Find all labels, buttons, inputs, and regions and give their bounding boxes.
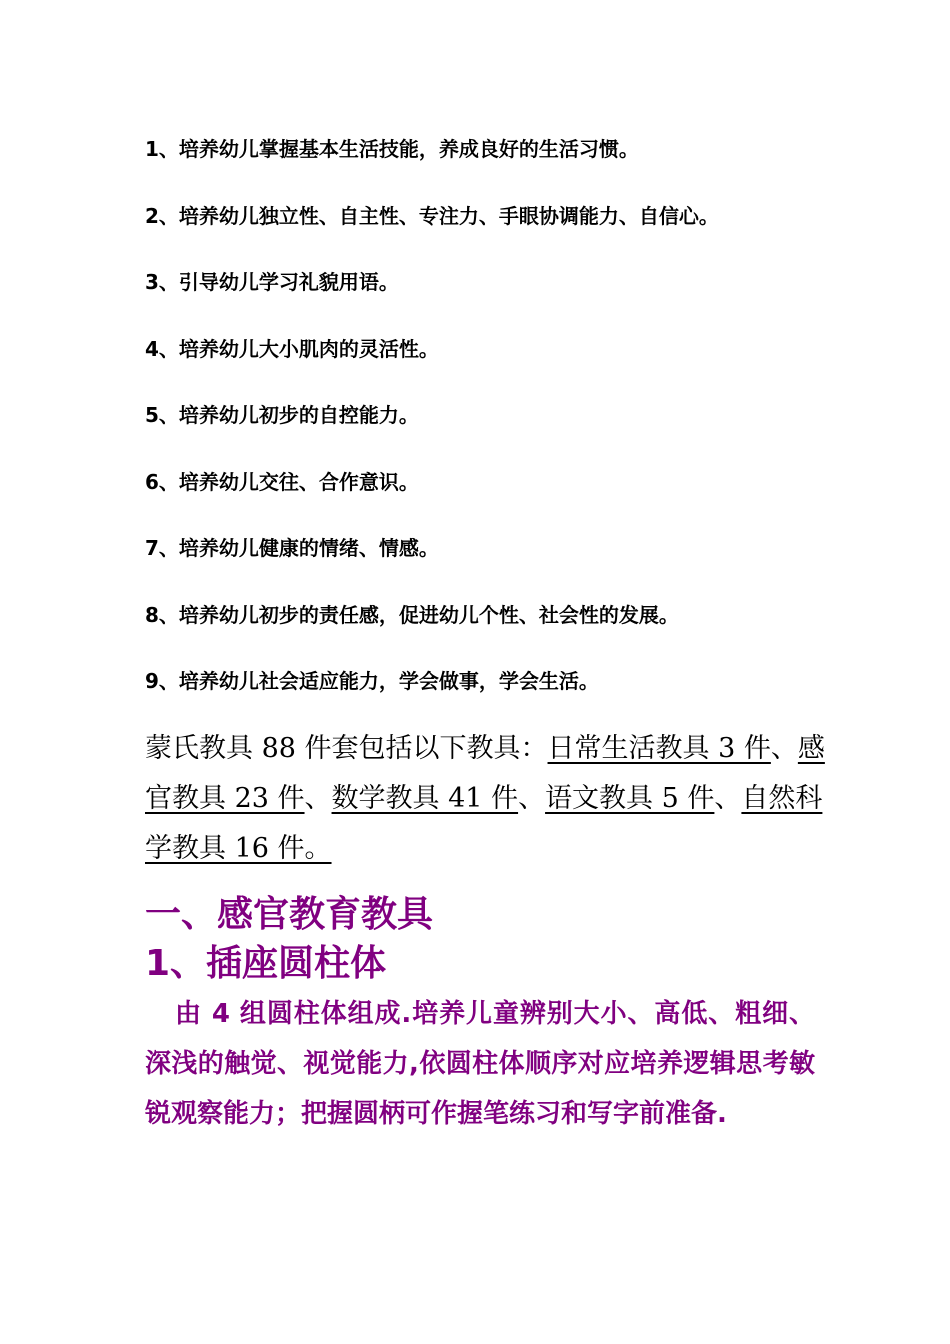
item-heading: 1、插座圆柱体 <box>145 943 387 984</box>
kit-item-daily-life: 日常生活教具 3 件 <box>547 733 771 764</box>
kit-separator: 、 <box>714 783 742 814</box>
kit-item-sensorial: 感官教具 23 件 <box>145 733 825 814</box>
kit-separator: 、 <box>518 783 546 814</box>
goal-item: 1、培养幼儿掌握基本生活技能，养成良好的生活习惯。 <box>145 137 639 161</box>
section-heading: 一、感官教育教具 <box>145 894 434 935</box>
kit-item-science: 自然科学教具 16 件。 <box>145 783 823 864</box>
item-description: 由 4 组圆柱体组成.培养儿童辨别大小、高低、粗细、深浅的触觉、视觉能力,依圆柱体顺序对应培养逻辑思考敏锐观察能力；把握圆柄可作握笔练习和写字前准备. <box>145 999 815 1129</box>
goal-item: 4、培养幼儿大小肌肉的灵活性。 <box>145 336 439 361</box>
goal-item: 2、培养幼儿独立性、自主性、专注力、手眼协调能力、自信心。 <box>145 203 719 228</box>
kit-item-language: 语文教具 5 件 <box>545 783 715 814</box>
kit-separator: 、 <box>770 733 798 764</box>
goal-item: 6、培养幼儿交往、合作意识。 <box>145 469 419 494</box>
goal-item: 3、引导幼儿学习礼貌用语。 <box>145 270 399 294</box>
goal-item: 8、培养幼儿初步的责任感，促进幼儿个性、社会性的发展。 <box>145 602 679 627</box>
goal-item: 9、培养幼儿社会适应能力，学会做事，学会生活。 <box>145 669 599 693</box>
kit-item-math: 数学教具 41 件 <box>331 783 519 814</box>
goals-list <box>145 133 845 732</box>
kit-summary-intro: 蒙氏教具 88 件套包括以下教具： <box>145 733 548 764</box>
goal-item: 7、培养幼儿健康的情绪、情感。 <box>145 536 439 560</box>
kit-summary <box>145 724 825 874</box>
kit-separator: 、 <box>304 783 332 814</box>
goal-item: 5、培养幼儿初步的自控能力。 <box>145 403 419 427</box>
